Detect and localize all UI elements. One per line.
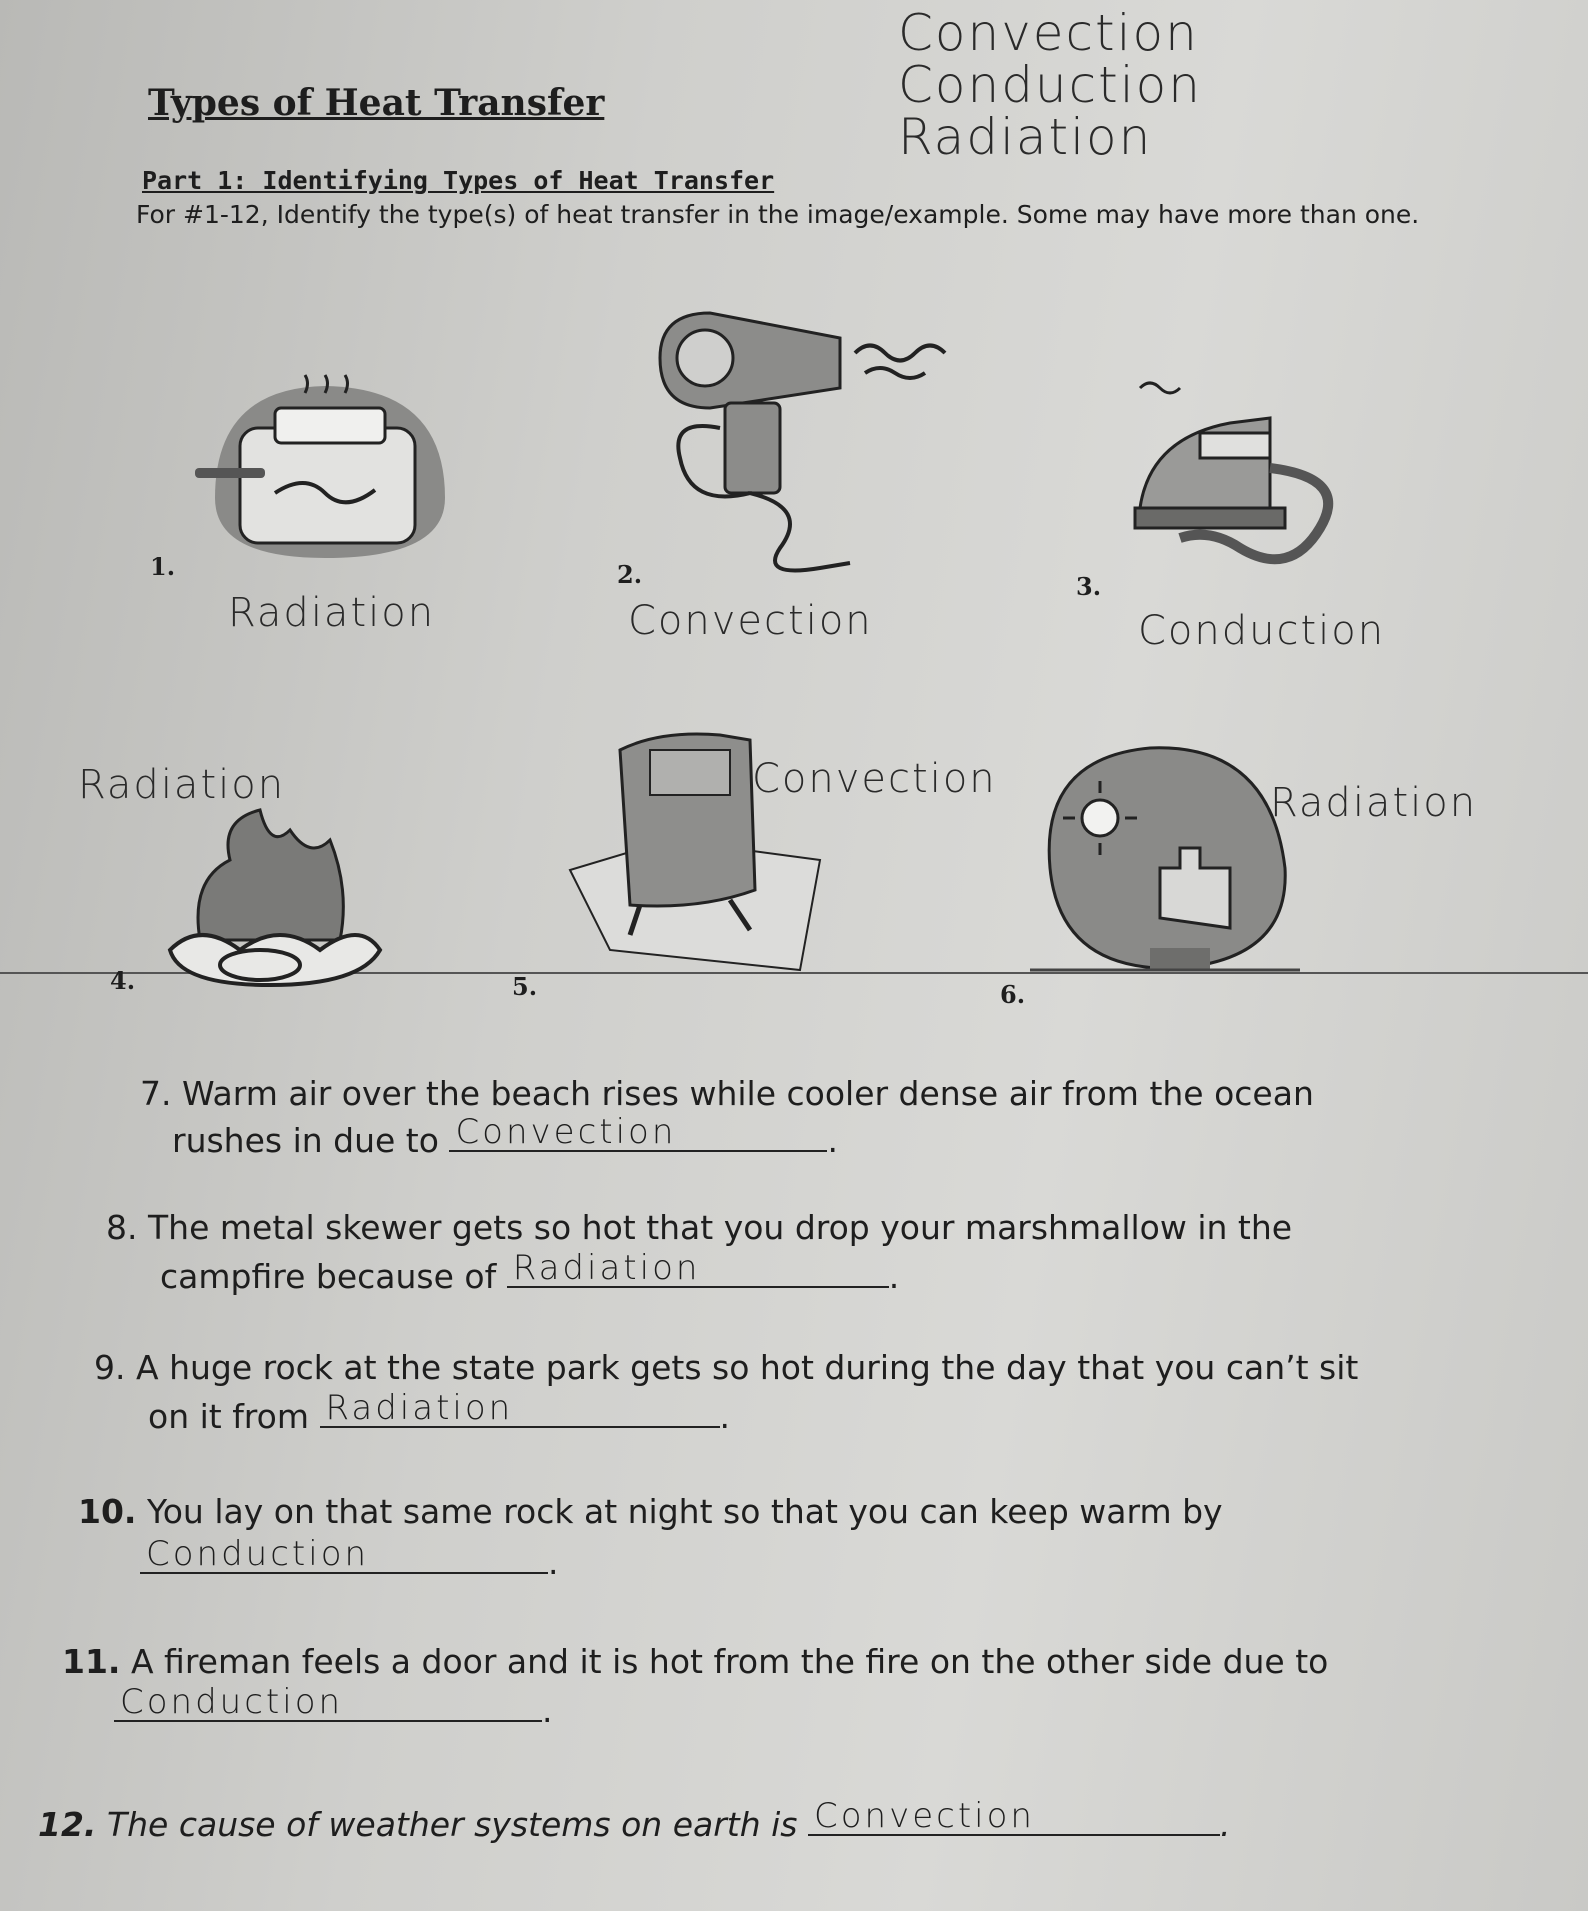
handwritten-answer: Convection	[455, 1112, 677, 1152]
instructions: For #1-12, Identify the type(s) of heat transfer in the image/example. Some may have more than one.	[136, 200, 1420, 229]
handwritten-answer: Radiation	[512, 1248, 701, 1288]
sandcastle-sun-icon	[1030, 738, 1300, 998]
item-number-2: 2.	[617, 560, 643, 589]
handwritten-answer: Conduction	[146, 1534, 370, 1574]
question-9-line2: on it from Radiation .	[148, 1388, 730, 1436]
handwritten-answer: Radiation	[325, 1388, 514, 1428]
question-7-line2: rushes in due to Convection .	[172, 1112, 838, 1160]
toaster-icon	[195, 378, 455, 568]
question-12: 12. The cause of weather systems on earth is Convection .	[38, 1796, 1231, 1844]
item-number-5: 5.	[512, 972, 538, 1001]
question-number: 8.	[106, 1208, 138, 1247]
question-8	[106, 1206, 1292, 1250]
worksheet-title: Types of Heat Transfer	[148, 82, 605, 124]
question-11	[62, 1640, 1328, 1684]
question-number: 7.	[140, 1074, 172, 1113]
answer-blank[interactable]	[114, 1684, 542, 1722]
question-text: A huge rock at the state park gets so hot during the day that you can’t sit	[136, 1348, 1359, 1387]
answer-blank[interactable]	[808, 1798, 1220, 1836]
answer-4: Radiation	[78, 762, 286, 808]
question-text: A fireman feels a door and it is hot from the fire on the other side due to	[130, 1642, 1329, 1681]
question-number: 9.	[94, 1348, 126, 1387]
answer-blank[interactable]	[320, 1390, 720, 1428]
answer-3: Conduction	[1138, 608, 1386, 654]
question-10-line2: Conduction .	[140, 1536, 559, 1585]
clothes-iron-icon	[1120, 378, 1350, 598]
question-text: rushes in due to	[172, 1121, 439, 1160]
hair-dryer-icon	[650, 308, 980, 578]
question-11-line2: Conduction .	[114, 1684, 553, 1733]
item-number-3: 3.	[1076, 572, 1102, 601]
question-7	[140, 1072, 1314, 1116]
handwritten-answer: Convection	[814, 1796, 1035, 1836]
question-10	[78, 1490, 1223, 1534]
question-text: campfire because of	[160, 1257, 497, 1296]
question-text: The cause of weather systems on earth is	[106, 1805, 798, 1844]
word-bank-conduction: Conduction	[898, 56, 1202, 114]
answer-1: Radiation	[228, 590, 436, 636]
question-text: Warm air over the beach rises while cooler dense air from the ocean	[182, 1074, 1314, 1113]
question-text: on it from	[148, 1397, 309, 1436]
question-9	[94, 1346, 1358, 1390]
answer-5: Convection	[752, 756, 997, 802]
part-heading: Part 1: Identifying Types of Heat Transfer	[142, 166, 775, 195]
handwritten-answer: Conduction	[120, 1682, 344, 1722]
word-bank-convection: Convection	[898, 4, 1199, 62]
answer-blank[interactable]	[449, 1114, 827, 1152]
question-8-line2: campfire because of Radiation .	[160, 1248, 900, 1296]
question-text: The metal skewer gets so hot that you drop your marshmallow in the	[148, 1208, 1293, 1247]
question-text: You lay on that same rock at night so that you can keep warm by	[146, 1492, 1223, 1531]
answer-6: Radiation	[1270, 780, 1478, 826]
answer-blank[interactable]	[507, 1250, 889, 1288]
question-number: 12.	[38, 1805, 97, 1844]
item-number-4: 4.	[110, 966, 136, 995]
campfire-icon	[160, 800, 390, 990]
answer-blank[interactable]	[140, 1536, 548, 1574]
item-number-6: 6.	[1000, 980, 1026, 1009]
word-bank-radiation: Radiation	[898, 108, 1153, 166]
item-number-1: 1.	[150, 552, 176, 581]
answer-2: Convection	[628, 598, 873, 644]
question-number: 10.	[78, 1492, 137, 1531]
question-number: 11.	[62, 1642, 121, 1681]
